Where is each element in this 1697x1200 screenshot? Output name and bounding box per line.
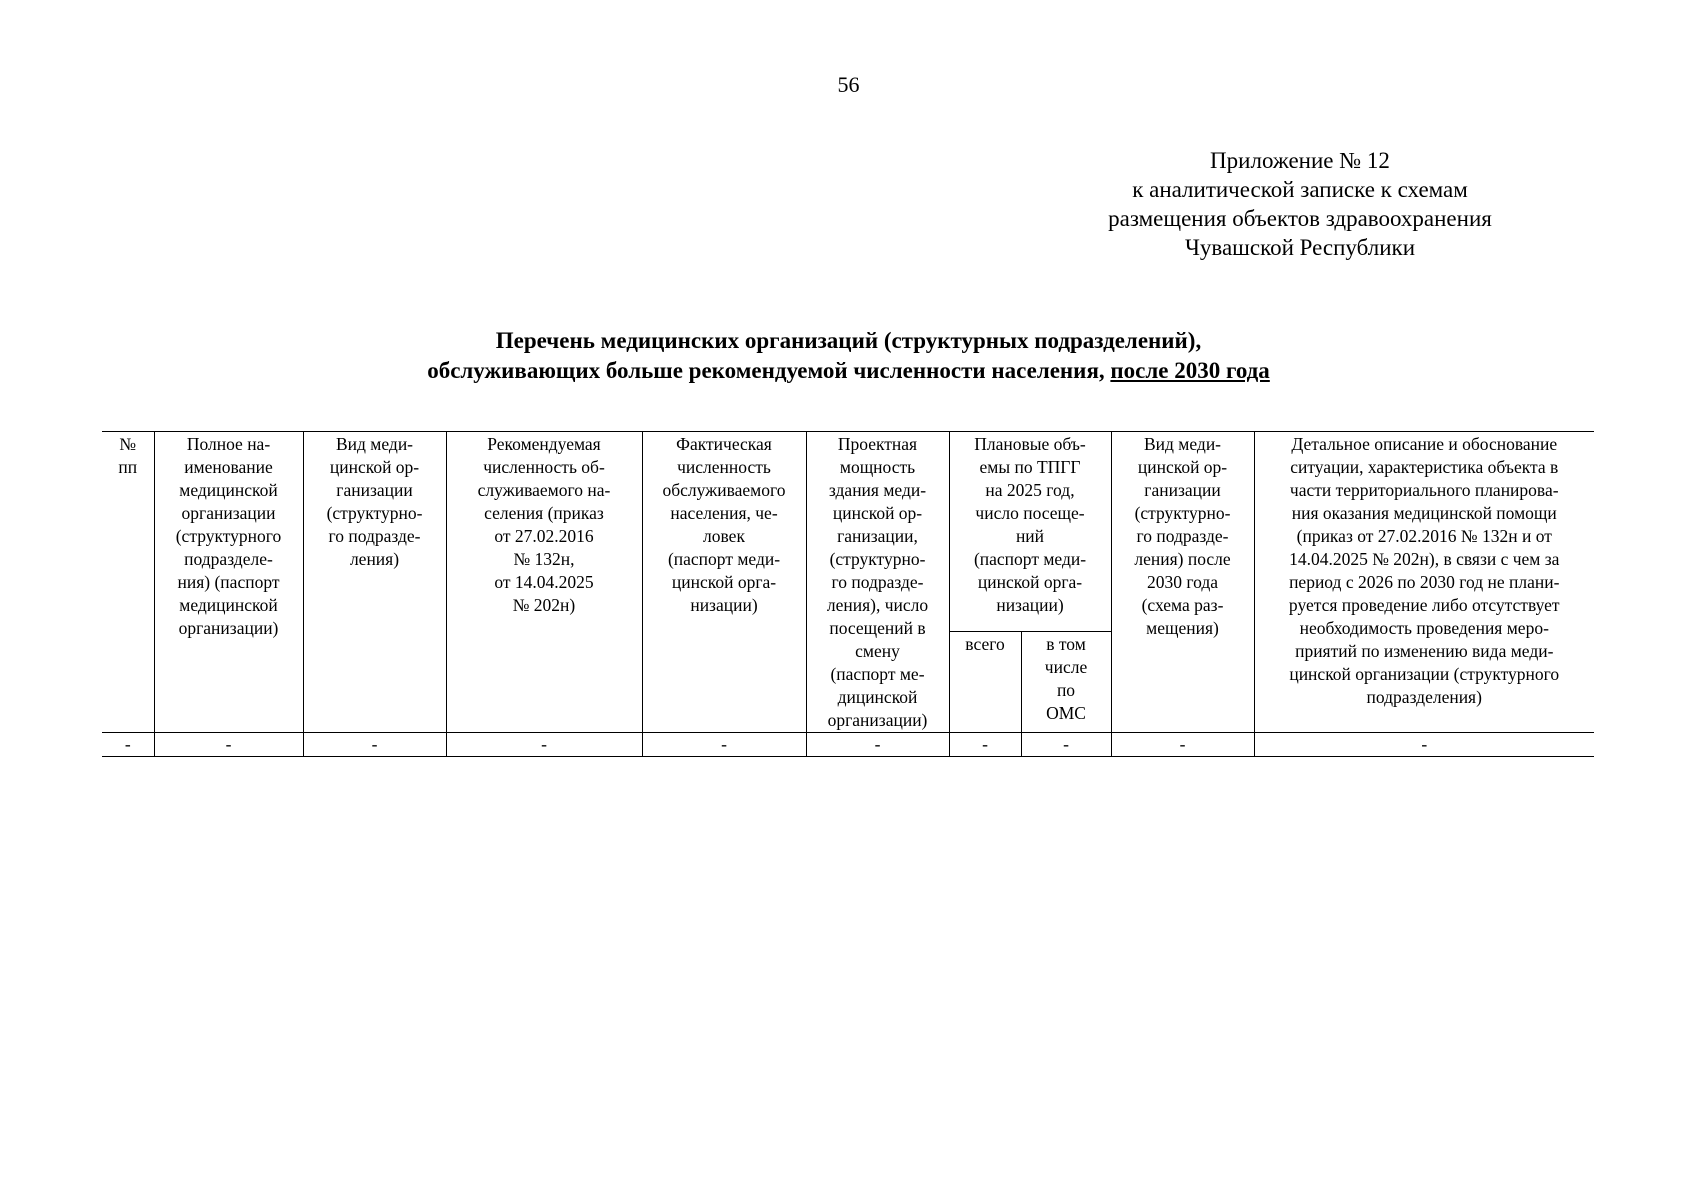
page-number: 56 xyxy=(837,72,860,97)
table-cell: - xyxy=(303,733,446,757)
table-cell: - xyxy=(1254,733,1594,757)
header-actual-population: Фактическая численность обслуживаемого населения, че- ловек (паспорт меди- цинской орга- низации) xyxy=(642,432,806,733)
appendix-line: к аналитической записке к схемам xyxy=(1132,177,1468,202)
table-cell: - xyxy=(102,733,154,757)
table-cell: - xyxy=(1021,733,1111,757)
table-cell: - xyxy=(1111,733,1254,757)
header-org-type: Вид меди- цинской ор- ганизации (структурно- го подразде- ления) xyxy=(303,432,446,733)
table-cell: - xyxy=(806,733,949,757)
header-planned-volumes: Плановые объ- емы по ТПГГ на 2025 год, число посеще- ний (паспорт меди- цинской орга- низации) xyxy=(949,432,1111,632)
header-description: Детальное описание и обоснование ситуации, характеристика объекта в части территориального планирова- ния оказания медицинской помощи (приказ от 27.02.2016 № 132н и от 14.04.2025 № 202н), в связи с чем за период с 2026 по 2030 год не плани- руется проведение либо отсутствует необходимость проведения меро- приятий по изменению вида меди- цинской организации (структурного подразделения) xyxy=(1254,432,1594,733)
header-num: № пп xyxy=(102,432,154,733)
table-cell: - xyxy=(949,733,1021,757)
title-underlined-text: после 2030 года xyxy=(1110,358,1270,383)
table-cell: - xyxy=(446,733,642,757)
appendix-note xyxy=(1100,146,1500,262)
document-title xyxy=(0,326,1697,386)
appendix-line: размещения объектов здравоохранения xyxy=(1108,206,1492,231)
table-row xyxy=(102,733,1594,757)
title-text: обслуживающих больше рекомендуемой численности населения, xyxy=(427,358,1111,383)
appendix-line: Чувашской Республики xyxy=(1184,235,1416,260)
header-planned-oms: в том числе по ОМС xyxy=(1021,631,1111,732)
appendix-line: Приложение № 12 xyxy=(1210,148,1390,173)
header-recommended-population: Рекомендуемая численность об- служиваемого на- селения (приказ от 27.02.2016 № 132н, от 14.04.2025 № 202н) xyxy=(446,432,642,733)
header-planned-total: всего xyxy=(949,631,1021,732)
organizations-table xyxy=(102,431,1594,757)
header-org-type-after-2030: Вид меди- цинской ор- ганизации (структурно- го подразде- ления) после 2030 года (схема раз- мещения) xyxy=(1111,432,1254,733)
title-line xyxy=(0,356,1697,386)
title-line: Перечень медицинских организаций (структурных подразделений), xyxy=(495,328,1202,353)
header-full-name: Полное на- именование медицинской организации (структурного подразделе- ния) (паспорт медицинской организации) xyxy=(154,432,303,733)
header-design-capacity: Проектная мощность здания меди- цинской ор- ганизации, (структурно- го подразде- ления), число посещений в смену (паспорт ме- дицинской организации) xyxy=(806,432,949,733)
table-cell: - xyxy=(154,733,303,757)
table-cell: - xyxy=(642,733,806,757)
